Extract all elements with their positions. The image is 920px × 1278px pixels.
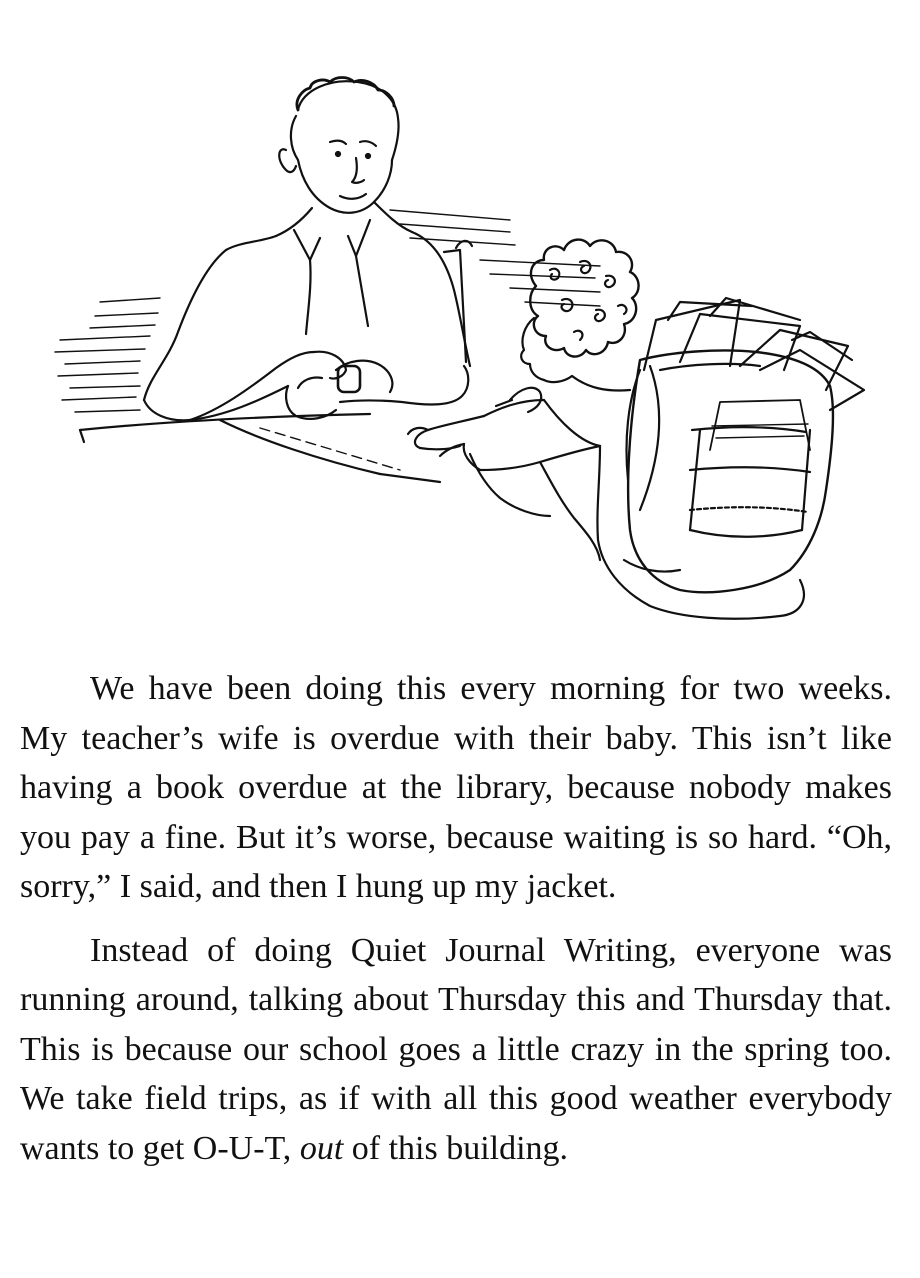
emphasis-out: out [299,1129,344,1167]
paragraph-2 [20,926,892,1174]
table [80,414,440,482]
illustration-teacher-and-student [40,70,880,640]
motion-lines-left [55,298,160,412]
paragraph-2-before: Instead of doing Quiet Journal Writing, everyone was running around, talking about Thursday this and Thursday that. This is because our school goes a little crazy in the spring too. We take field trips, as if with all this good weather everybody wants to get O-U-T, [20,931,892,1167]
student-figure [408,240,864,619]
paragraph-1: We have been doing this every morning for two weeks. My teacher’s wife is overdue with their baby. This isn’t like having a book overdue at the library, because nobody makes you pay a fine. But it’s worse, because waiting is so hard. “Oh, sorry,” I said, and then I hung up my jacket. [20,670,892,905]
body-text [20,664,892,1187]
teacher-figure [144,78,472,421]
illustration-svg [40,70,880,640]
paragraph-2-after: of this building. [343,1129,569,1167]
motion-lines-right [390,210,600,306]
